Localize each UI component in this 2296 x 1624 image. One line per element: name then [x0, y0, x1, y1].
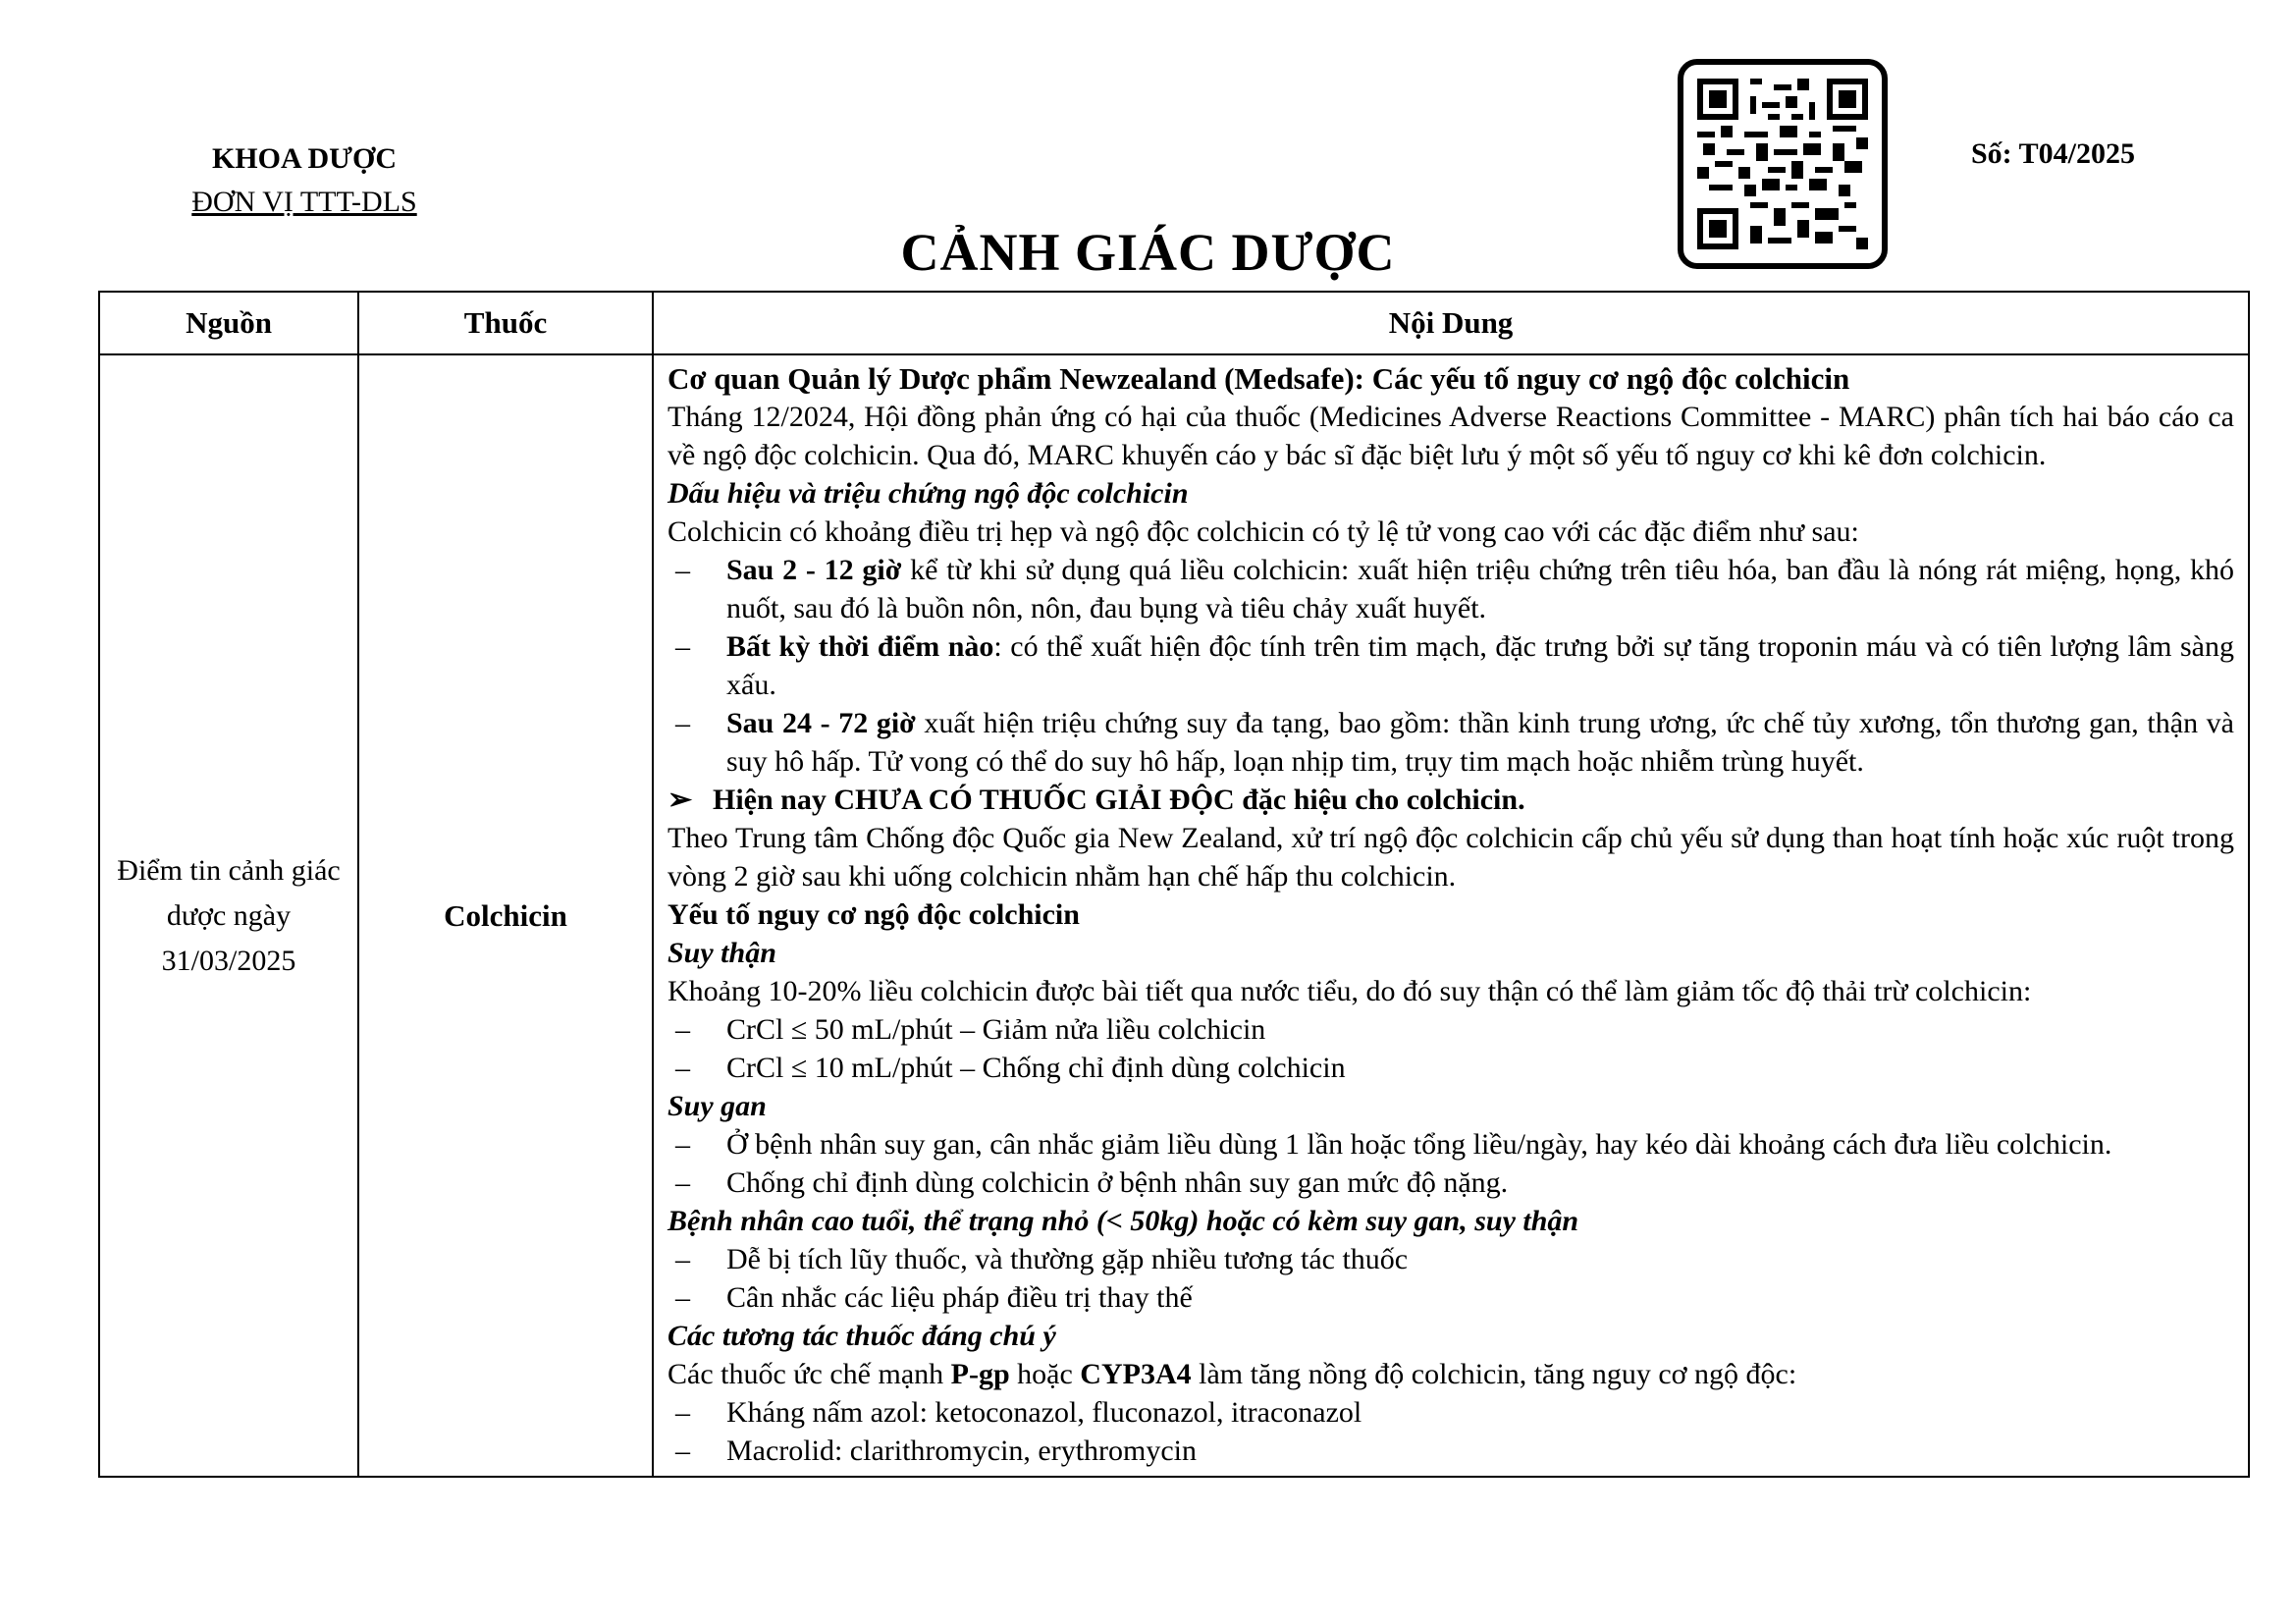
source-cell: Điểm tin cảnh giác dược ngày 31/03/2025	[99, 354, 358, 1477]
poison-center-text: Theo Trung tâm Chống độc Quốc gia New Zealand, xử trí ngộ độc colchicin cấp chủ yếu sử dụng than hoạt tính hoặc xúc ruột trong vòng 2 giờ sau khi uống colchicin nhằm hạn chế hấp thu colchicin.	[667, 822, 2234, 893]
risk-heading: Yếu tố nguy cơ ngộ độc colchicin	[667, 898, 1080, 931]
elderly-heading: Bệnh nhân cao tuổi, thể trạng nhỏ (< 50kg) hoặc có kèm suy gan, suy thận	[667, 1205, 1579, 1237]
dash-marker: –	[675, 1013, 690, 1046]
dash-marker: –	[675, 554, 690, 586]
list-item	[667, 704, 2234, 781]
list-item	[667, 1393, 2234, 1432]
drug-cell: Colchicin	[358, 354, 653, 1477]
content-intro: Tháng 12/2024, Hội đồng phản ứng có hại của thuốc (Medicines Adverse Reactions Committee - MARC) phân tích hai báo cáo ca về ngộ độc colchicin. Qua đó, MARC khuyến cáo y bác sĩ đặc biệt lưu ý một số yếu tố nguy cơ khi kê đơn colchicin.	[667, 401, 2234, 471]
list-item-text: Kháng nấm azol: ketoconazol, fluconazol, itraconazol	[726, 1396, 1362, 1429]
hepatic-heading: Suy gan	[667, 1090, 767, 1122]
document-number: Số: T04/2025	[1971, 137, 2135, 170]
unit-name: ĐƠN VỊ TTT-DLS	[191, 186, 417, 218]
dash-marker: –	[675, 1166, 690, 1199]
header-drug: Thuốc	[358, 292, 653, 354]
list-item	[667, 1164, 2234, 1202]
list-item	[667, 1010, 2234, 1049]
intro-post: làm tăng nồng độ colchicin, tăng nguy cơ ngộ độc:	[1191, 1358, 1797, 1390]
antidote-note	[667, 781, 2234, 819]
list-item-bold: Bất kỳ thời điểm nào	[726, 630, 994, 663]
list-item-text: Chống chỉ định dùng colchicin ở bệnh nhân suy gan mức độ nặng.	[726, 1166, 1509, 1199]
interactions-intro	[667, 1355, 2234, 1393]
list-item	[667, 1240, 2234, 1278]
table-header-row	[99, 292, 2249, 354]
list-item	[667, 1049, 2234, 1087]
renal-intro: Khoảng 10-20% liều colchicin được bài tiết qua nước tiểu, do đó suy thận có thể làm giảm tốc độ thải trừ colchicin:	[667, 975, 2032, 1007]
list-item-text: Dễ bị tích lũy thuốc, và thường gặp nhiều tương tác thuốc	[726, 1243, 1409, 1275]
list-item-text: Macrolid: clarithromycin, erythromycin	[726, 1435, 1198, 1467]
pharmacovigilance-table	[98, 291, 2250, 1478]
header-content: Nội Dung	[653, 292, 2249, 354]
list-item-text: Cân nhắc các liệu pháp điều trị thay thế	[726, 1281, 1193, 1314]
signs-intro: Colchicin có khoảng điều trị hẹp và ngộ độc colchicin có tỷ lệ tử vong cao với các đặc điểm như sau:	[667, 515, 1859, 548]
department-name: KHOA DƯỢC	[211, 142, 398, 175]
arrow-icon: ➢	[667, 784, 693, 816]
header-source: Nguồn	[99, 292, 358, 354]
list-item-bold: Sau 2 - 12 giờ	[726, 554, 902, 586]
list-item	[667, 1125, 2234, 1164]
table-row	[99, 354, 2249, 1477]
dash-marker: –	[675, 1243, 690, 1275]
cyp3a4-term: CYP3A4	[1080, 1358, 1192, 1390]
list-item	[667, 551, 2234, 627]
pgp-term: P-gp	[950, 1358, 1010, 1390]
dash-marker: –	[675, 1396, 690, 1429]
list-item-bold: Sau 24 - 72 giờ	[726, 707, 916, 739]
intro-mid: hoặc	[1009, 1358, 1081, 1390]
dash-marker: –	[675, 707, 690, 739]
renal-heading: Suy thận	[667, 937, 776, 969]
dash-marker: –	[675, 630, 690, 663]
intro-pre: Các thuốc ức chế mạnh	[667, 1358, 951, 1390]
list-item-text: Ở bệnh nhân suy gan, cân nhắc giảm liều dùng 1 lần hoặc tổng liều/ngày, hay kéo dài khoảng cách đưa liều colchicin.	[726, 1128, 2112, 1161]
content-cell	[653, 354, 2249, 1477]
dash-marker: –	[675, 1052, 690, 1084]
dash-marker: –	[675, 1435, 690, 1467]
interactions-heading: Các tương tác thuốc đáng chú ý	[667, 1320, 1056, 1352]
list-item-text: kể từ khi sử dụng quá liều colchicin: xuất hiện triệu chứng trên tiêu hóa, ban đầu là nóng rát miệng, họng, khó nuốt, sau đó là buồn nôn, nôn, đau bụng và tiêu chảy xuất huyết.	[726, 554, 2235, 624]
dash-marker: –	[675, 1281, 690, 1314]
list-item	[667, 1278, 2234, 1317]
list-item-text: CrCl ≤ 10 mL/phút – Chống chỉ định dùng colchicin	[726, 1052, 1346, 1084]
list-item	[667, 1432, 2234, 1470]
content-title: Cơ quan Quản lý Dược phẩm Newzealand (Medsafe): Các yếu tố nguy cơ ngộ độc colchicin	[667, 361, 1850, 396]
list-item-text: : có thể xuất hiện độc tính trên tim mạch, đặc trưng bởi sự tăng troponin máu và có tiên lượng lâm sàng xấu.	[726, 630, 2234, 701]
antidote-text: Hiện nay CHƯA CÓ THUỐC GIẢI ĐỘC đặc hiệu cho colchicin.	[713, 784, 1525, 816]
signs-heading: Dấu hiệu và triệu chứng ngộ độc colchicin	[667, 477, 1189, 510]
list-item-text: xuất hiện triệu chứng suy đa tạng, bao gồm: thần kinh trung ương, ức chế tủy xương, tổn thương gan, thận và suy hô hấp. Tử vong có thể do suy hô hấp, loạn nhịp tim, trụy tim mạch hoặc nhiễm trùng huyết.	[726, 707, 2234, 778]
page-title: CẢNH GIÁC DƯỢC	[900, 223, 1396, 282]
list-item	[667, 627, 2234, 704]
dash-marker: –	[675, 1128, 690, 1161]
header-left	[157, 137, 452, 224]
list-item-text: CrCl ≤ 50 mL/phút – Giảm nửa liều colchicin	[726, 1013, 1266, 1046]
